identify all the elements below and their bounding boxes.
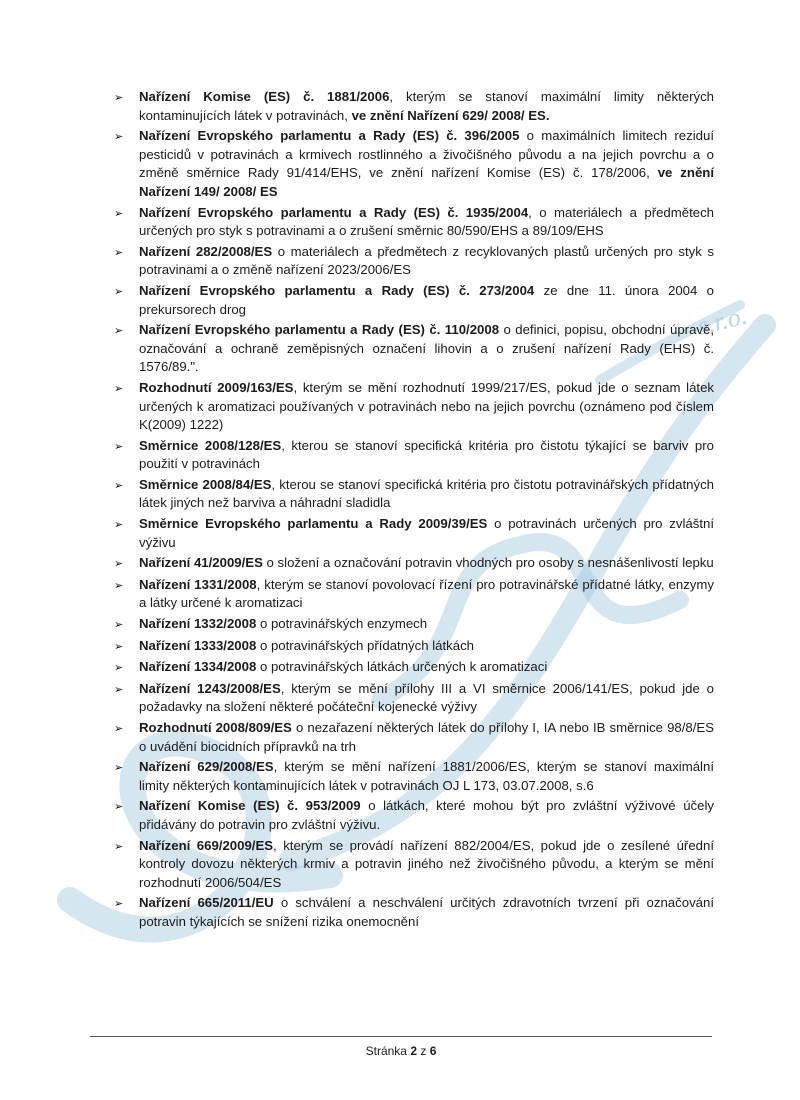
list-item-text xyxy=(139,615,714,635)
list-item-text xyxy=(139,797,714,834)
regulation-description: o složení a označování potravin vhodných pro osoby s nesnášenlivostí lepku xyxy=(262,555,714,571)
regulation-title: Nařízení 1331/2008 xyxy=(139,576,257,592)
arrow-bullet-icon: ➢ xyxy=(114,840,124,853)
regulation-title: Rozhodnutí 2009/163/ES xyxy=(139,379,294,395)
regulation-description: , kterým se mění nařízení 1881/2006/ES, kterým se stanoví maximální limity některých kontaminujících látek v potravinách OJ L 173, 03.07.2008, s.6 xyxy=(139,759,714,793)
regulation-title: Nařízení 1332/2008 xyxy=(139,616,257,632)
regulation-title: Nařízení 629/2008/ES xyxy=(139,759,274,775)
regulation-title: Nařízení Komise (ES) č. 953/2009 xyxy=(139,798,361,814)
list-item xyxy=(114,476,714,513)
list-item xyxy=(114,554,714,574)
list-item-text xyxy=(139,282,714,319)
arrow-bullet-icon: ➢ xyxy=(114,579,124,592)
regulation-title: Směrnice Evropského parlamentu a Rady 2009/39/ES xyxy=(139,516,488,532)
arrow-bullet-icon: ➢ xyxy=(114,662,124,675)
list-item xyxy=(114,797,714,834)
document-content xyxy=(114,88,714,934)
regulation-title: Rozhodnutí 2008/809/ES xyxy=(139,720,292,735)
regulation-title: Nařízení Evropského parlamentu a Rady (ES) č. 1935/2004 xyxy=(139,204,529,220)
list-item xyxy=(114,837,714,893)
arrow-bullet-icon: ➢ xyxy=(114,325,124,338)
arrow-bullet-icon: ➢ xyxy=(114,519,124,532)
arrow-bullet-icon: ➢ xyxy=(114,92,124,104)
arrow-bullet-icon: ➢ xyxy=(114,246,124,259)
regulation-description: o potravinářských přídatných látkách xyxy=(256,637,475,653)
list-item-text xyxy=(139,476,714,513)
list-item-text xyxy=(139,379,714,435)
list-item-text xyxy=(139,127,714,201)
arrow-bullet-icon: ➢ xyxy=(114,440,124,453)
list-item xyxy=(114,515,714,552)
list-item-text xyxy=(139,515,714,552)
arrow-bullet-icon: ➢ xyxy=(114,619,124,632)
regulation-description: o schválení a neschválení určitých zdravotních tvrzení při označování potravin týkajících se snížení rizika onemocnění xyxy=(139,895,714,929)
page-number xyxy=(90,1037,712,1058)
regulation-title: Nařízení Evropského parlamentu a Rady (ES) č. 110/2008 xyxy=(139,322,500,338)
list-item xyxy=(114,437,714,474)
list-item-text xyxy=(139,576,714,613)
list-item xyxy=(114,379,714,435)
list-item xyxy=(114,637,714,657)
regulation-title: Nařízení 665/2011/EU xyxy=(139,895,274,911)
footer-of: z xyxy=(420,1044,427,1058)
regulation-title: Nařízení 282/2008/ES xyxy=(139,243,273,259)
arrow-bullet-icon: ➢ xyxy=(114,640,124,653)
regulation-description: o nezařazení některých látek do přílohy I, IA nebo IB směrnice 98/8/ES o uvádění biocidních přípravků na trh xyxy=(139,720,714,754)
regulation-description: o potravinách určených pro zvláštní výživu xyxy=(139,516,714,550)
list-item-text xyxy=(139,321,714,377)
watermark-text: s.r.o. xyxy=(694,300,750,341)
arrow-bullet-icon: ➢ xyxy=(114,723,124,735)
regulation-title: Směrnice 2008/128/ES xyxy=(139,437,282,453)
regulation-description: o definici, popisu, obchodní úpravě, označování a ochraně zeměpisných označení lihovin a o zrušení nařízení Rady (EHS) č. 1576/89.". xyxy=(139,322,714,375)
list-item xyxy=(114,680,714,717)
list-item xyxy=(114,321,714,377)
regulation-description: , kterou se stanoví specifická kritéria pro čistotu potravinářských přídatných látek jiných než barviva a náhradní sladidla xyxy=(139,476,714,511)
regulation-title: Nařízení 1334/2008 xyxy=(139,659,257,675)
list-item xyxy=(114,282,714,319)
list-item-text xyxy=(139,637,714,657)
arrow-bullet-icon: ➢ xyxy=(114,382,124,395)
list-item-text xyxy=(139,88,714,125)
regulation-title: ve znění Nařízení 149/ 2008/ ES xyxy=(139,165,714,199)
list-item xyxy=(114,658,714,678)
footer-label: Stránka xyxy=(365,1044,407,1058)
page-footer xyxy=(90,1036,712,1058)
list-item-text xyxy=(139,837,714,893)
regulation-title: Směrnice 2008/84/ES xyxy=(139,476,272,492)
regulation-description: o potravinářských enzymech xyxy=(256,616,428,632)
footer-page-number: 2 xyxy=(410,1044,417,1058)
list-item xyxy=(114,127,714,201)
arrow-bullet-icon: ➢ xyxy=(114,558,124,571)
regulation-description: , kterým se stanoví maximální limity některých kontaminujících látek v potravinách, xyxy=(139,89,714,123)
regulation-description: ze dne 11. února 2004 o prekursorech drog xyxy=(139,282,714,317)
regulation-title: Nařízení 1243/2008/ES xyxy=(139,680,281,696)
regulation-description: , kterým se provádí nařízení 882/2004/ES, pokud jde o zesílené úřední kontroly dovozu některých krmiv a potravin jiného než živočišného původu, a kterým se mění rozhodnutí 2006/504/ES xyxy=(139,837,714,890)
arrow-bullet-icon: ➢ xyxy=(114,683,124,696)
list-item xyxy=(114,719,714,756)
arrow-bullet-icon: ➢ xyxy=(114,285,124,298)
regulation-list xyxy=(114,88,714,932)
list-item xyxy=(114,204,714,241)
arrow-bullet-icon: ➢ xyxy=(114,207,124,220)
regulation-description: o látkách, které mohou být pro zvláštní výživové účely přidávány do potravin pro zvláštní výživu. xyxy=(139,798,714,832)
arrow-bullet-icon: ➢ xyxy=(114,762,124,775)
list-item-text xyxy=(139,658,714,678)
list-item xyxy=(114,894,714,931)
arrow-bullet-icon: ➢ xyxy=(114,801,124,814)
list-item xyxy=(114,88,714,125)
list-item xyxy=(114,615,714,635)
regulation-description: o maximálních limitech reziduí pesticidů v potravinách a krmivech rostlinného a živočišného původu a na jejich povrchu a o změně směrnice Rady 91/414/EHS, ve znění nařízení Komise (ES) č. 178/2006, xyxy=(139,128,714,181)
list-item-text xyxy=(139,243,714,280)
regulation-description: o materiálech a předmětech z recyklovaných plastů určených pro styk s potravinami a o změně nařízení 2023/2006/ES xyxy=(139,243,714,278)
regulation-description: o potravinářských látkách určených k aromatizaci xyxy=(256,659,548,675)
list-item-text xyxy=(139,758,714,795)
list-item xyxy=(114,758,714,795)
list-item xyxy=(114,243,714,280)
list-item-text xyxy=(139,894,714,931)
arrow-bullet-icon: ➢ xyxy=(114,479,124,492)
regulation-description: , kterým se mění přílohy III a VI směrnice 2006/141/ES, pokud jde o požadavky na složení některé počáteční kojenecké výživy xyxy=(139,680,715,715)
list-item-text xyxy=(139,204,714,241)
regulation-description: , kterým se mění rozhodnutí 1999/217/ES, pokud jde o seznam látek určených k aromatizaci používaných v potravinách nebo na jejich povrchu (oznámeno pod číslem K(2009) 1222) xyxy=(139,379,715,433)
regulation-title: Nařízení 41/2009/ES xyxy=(139,555,263,571)
regulation-description: , kterou se stanoví specifická kritéria pro čistotu týkající se barviv pro použití v potravinách xyxy=(139,437,714,472)
regulation-title: Nařízení 669/2009/ES xyxy=(139,837,274,853)
regulation-description: , kterým se stanoví povolovací řízení pro potravinářské přídatné látky, enzymy a látky určené k aromatizaci xyxy=(139,576,714,611)
list-item-text xyxy=(139,680,714,717)
regulation-title: Nařízení Evropského parlamentu a Rady (ES) č. 396/2005 xyxy=(139,128,520,144)
footer-total-pages: 6 xyxy=(429,1044,437,1058)
regulation-description: , o materiálech a předmětech určených pro styk s potravinami a o zrušení směrnic 80/590/EHS a 89/109/EHS xyxy=(139,204,715,239)
list-item-text xyxy=(139,719,714,756)
arrow-bullet-icon: ➢ xyxy=(114,131,124,144)
regulation-title: Nařízení Komise (ES) č. 1881/2006 xyxy=(139,89,390,104)
list-item-text xyxy=(139,437,714,474)
regulation-title: Nařízení Evropského parlamentu a Rady (ES) č. 273/2004 xyxy=(139,282,535,298)
regulation-title: Nařízení 1333/2008 xyxy=(139,637,257,653)
regulation-title: ve znění Nařízení 629/ 2008/ ES. xyxy=(351,107,550,123)
list-item-text xyxy=(139,554,714,574)
list-item xyxy=(114,576,714,613)
arrow-bullet-icon: ➢ xyxy=(114,898,124,911)
